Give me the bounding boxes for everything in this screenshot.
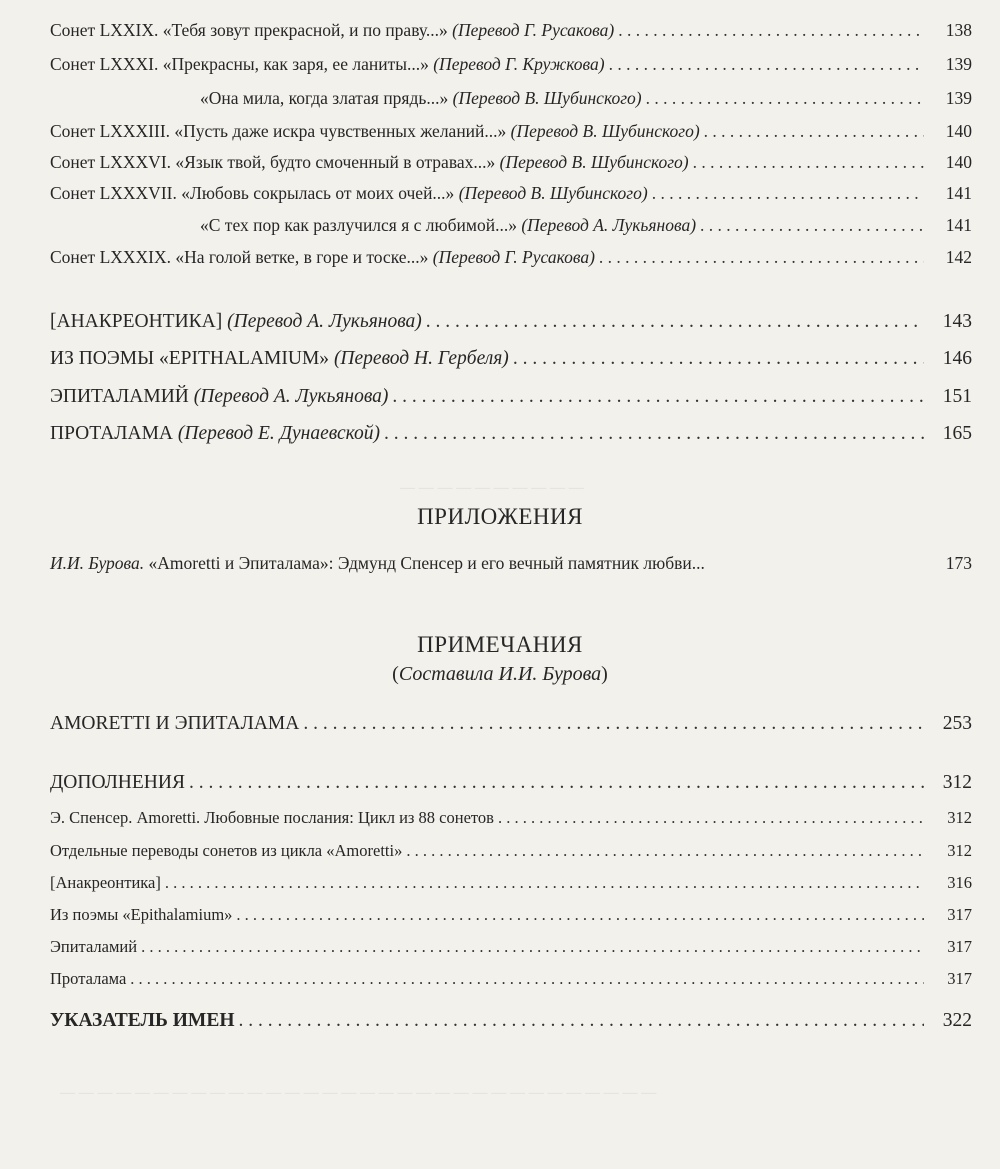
entry-translator: (Перевод Г. Кружкова) [433, 54, 605, 74]
entry-translator: (Перевод Е. Дунаевской) [177, 423, 380, 444]
page-number: 317 [947, 937, 972, 956]
entry-title: AMORETTI И ЭПИТАЛАМА [50, 713, 300, 734]
page-number: 139 [945, 88, 972, 108]
dot-leader [704, 121, 924, 142]
entry-title: Проталама [50, 969, 127, 988]
page-number: 173 [945, 553, 972, 573]
page-number: 151 [942, 386, 972, 407]
dot-leader [609, 54, 924, 75]
bleed-through: — — — — — — — — — — — — — — — — — — — — — — — — — — — — — — — — [60, 1085, 657, 1101]
page-number: 143 [942, 311, 972, 332]
entry-title: Из поэмы «Epithalamium» [50, 905, 233, 924]
dot-leader [130, 969, 924, 989]
section-heading-notes: ПРИМЕЧАНИЯ [417, 632, 583, 657]
toc-subentry[interactable] [50, 841, 972, 861]
toc-entry-sonnet[interactable] [200, 88, 972, 109]
toc-entry-sonnet[interactable] [50, 54, 972, 75]
entry-translator: (Перевод Н. Гербеля) [333, 348, 509, 369]
entry-title: ПРОТАЛАМА [50, 423, 173, 444]
entry-translator: (Перевод Г. Русакова) [452, 20, 615, 40]
section-heading-appendix: ПРИЛОЖЕНИЯ [417, 504, 583, 529]
toc-entry-sonnet[interactable] [50, 152, 972, 173]
toc-subentry[interactable] [50, 873, 972, 893]
page-number: 317 [947, 969, 972, 988]
entry-title: Сонет LXXXIII. «Пусть даже искра чувственных желаний...» [50, 121, 507, 141]
dot-leader [646, 88, 924, 109]
entry-title: [Анакреонтика] [50, 873, 161, 892]
entry-translator: (Перевод В. Шубинского) [499, 152, 689, 172]
entry-translator: (Перевод А. Лукьянова) [521, 215, 697, 235]
page-number: 140 [945, 121, 972, 141]
dot-leader [618, 20, 924, 41]
entry-title: УКАЗАТЕЛЬ ИМЕН [50, 1010, 235, 1031]
entry-title: «С тех пор как разлучился я с любимой...» [200, 215, 517, 235]
entry-translator: (Перевод А. Лукьянова) [193, 386, 389, 407]
page-number: 141 [945, 215, 972, 235]
section-subheading-notes [0, 663, 1000, 686]
entry-title: Сонет LXXXVI. «Язык твой, будто смоченный в отравах...» [50, 152, 496, 172]
toc-entry-index[interactable] [50, 1010, 972, 1032]
dot-leader [165, 873, 924, 893]
toc-entry-notes[interactable] [50, 713, 972, 735]
page-number: 141 [945, 183, 972, 203]
page-number: 322 [942, 1010, 972, 1031]
page-number: 140 [945, 152, 972, 172]
dot-leader [141, 937, 924, 957]
toc-entry-sonnet[interactable] [50, 121, 972, 142]
toc-entry-appendix[interactable] [50, 553, 972, 574]
toc-entry-sonnet[interactable] [50, 247, 972, 268]
dot-leader [189, 772, 924, 794]
toc-entry-sonnet[interactable] [200, 215, 972, 236]
entry-title: Э. Спенсер. Amoretti. Любовные послания: Цикл из 88 сонетов [50, 808, 494, 827]
toc-subentry[interactable] [50, 905, 972, 925]
entry-title: «Она мила, когда златая прядь...» [200, 88, 449, 108]
dot-leader [239, 1010, 924, 1032]
entry-title: «Amoretti и Эпиталама»: Эдмунд Спенсер и его вечный памятник любви... [148, 553, 705, 573]
entry-title: ЭПИТАЛАМИЙ [50, 386, 189, 407]
compiler-name: Составила И.И. Бурова [398, 663, 602, 685]
entry-title: Отдельные переводы сонетов из цикла «Amoretti» [50, 841, 403, 860]
toc-subentry[interactable] [50, 808, 972, 828]
entry-translator: (Перевод В. Шубинского) [510, 121, 700, 141]
paren-open: ( [392, 663, 399, 685]
page-number: 312 [947, 841, 972, 860]
toc-entry-poem[interactable] [50, 386, 972, 408]
entry-translator: (Перевод В. Шубинского) [458, 183, 648, 203]
entry-title: Сонет LXXXVII. «Любовь сокрылась от моих очей...» [50, 183, 455, 203]
entry-title: Эпиталамий [50, 937, 138, 956]
page-number: 317 [947, 905, 972, 924]
page-number: 142 [945, 247, 972, 267]
dot-leader [693, 152, 924, 173]
page-number: 316 [947, 873, 972, 892]
toc-subentry[interactable] [50, 969, 972, 989]
entry-author: И.И. Бурова. [50, 553, 145, 573]
toc-entry-sonnet[interactable] [50, 183, 972, 204]
toc-subentry[interactable] [50, 937, 972, 957]
entry-translator: (Перевод А. Лукьянова) [227, 311, 422, 332]
dot-leader [700, 215, 924, 236]
entry-translator: (Перевод Г. Русакова) [432, 247, 595, 267]
page-number: 138 [945, 20, 972, 40]
page-number: 312 [947, 808, 972, 827]
paren-close: ) [601, 663, 608, 685]
toc-entry-additions[interactable] [50, 772, 972, 794]
dot-leader [652, 183, 924, 204]
dot-leader [384, 423, 924, 445]
bleed-through: — — — — — — — — — — [400, 480, 584, 496]
toc-entry-poem[interactable] [50, 348, 972, 370]
dot-leader [513, 348, 924, 370]
dot-leader [392, 386, 924, 408]
toc-entry-sonnet[interactable] [50, 20, 972, 41]
page-number: 146 [942, 348, 972, 369]
entry-title: Сонет LXXXIX. «На голой ветке, в горе и тоске...» [50, 247, 429, 267]
toc-entry-poem[interactable] [50, 423, 972, 445]
entry-translator: (Перевод В. Шубинского) [452, 88, 642, 108]
entry-title: Сонет LXXXI. «Прекрасны, как заря, ее ланиты...» [50, 54, 429, 74]
dot-leader [426, 311, 924, 333]
page-number: 253 [942, 713, 972, 734]
entry-title: Сонет LXXIX. «Тебя зовут прекрасной, и по праву...» [50, 20, 448, 40]
page-number: 165 [942, 423, 972, 444]
page-number: 312 [942, 772, 972, 793]
entry-title: ИЗ ПОЭМЫ «EPITHALAMIUM» [50, 348, 330, 369]
dot-leader [406, 841, 924, 861]
page-number: 139 [945, 54, 972, 74]
dot-leader [236, 905, 924, 925]
entry-title: [АНАКРЕОНТИКА] [50, 311, 223, 332]
dot-leader [303, 713, 924, 735]
dot-leader [498, 808, 924, 828]
entry-title: ДОПОЛНЕНИЯ [50, 772, 185, 793]
toc-entry-poem[interactable] [50, 311, 972, 333]
dot-leader [599, 247, 924, 268]
